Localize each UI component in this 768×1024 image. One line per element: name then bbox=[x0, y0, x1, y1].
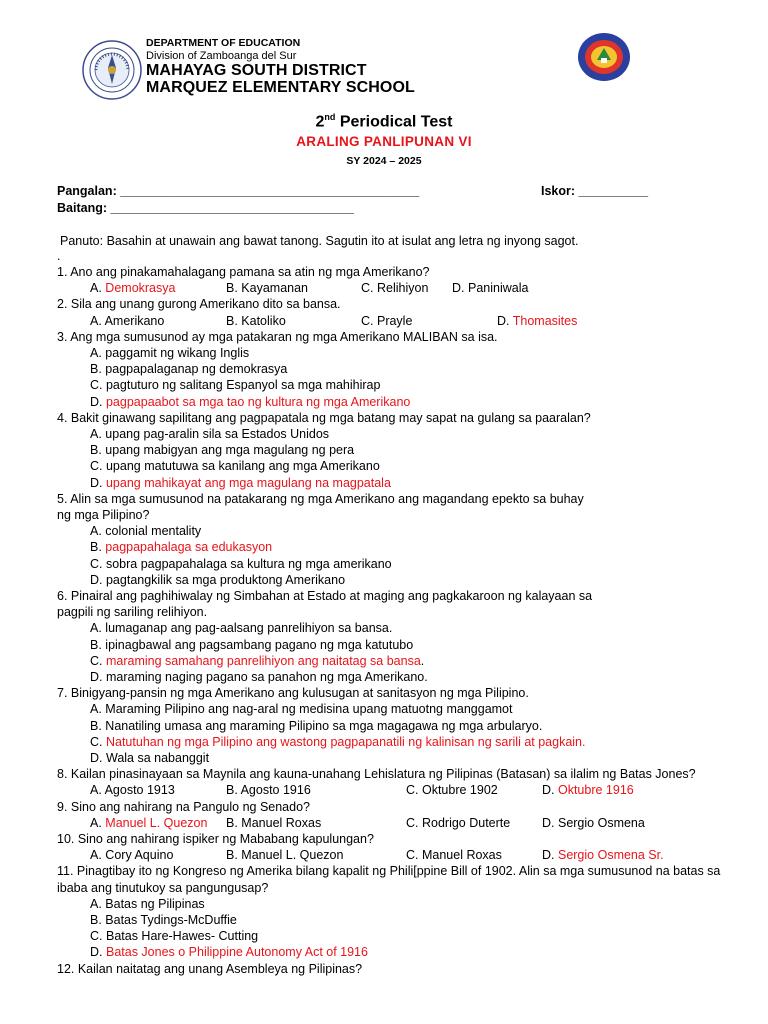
choice-letter: A. bbox=[90, 783, 105, 798]
choice-letter: C. bbox=[406, 815, 422, 830]
choice-text: Cory Aquino bbox=[105, 848, 174, 863]
choice-text: Rodrigo Duterte bbox=[421, 815, 511, 830]
choice-letter: C. bbox=[406, 783, 422, 798]
choice-letter: A. bbox=[90, 313, 105, 328]
choice-letter: B. bbox=[90, 540, 106, 555]
choice-letter: C. bbox=[90, 734, 106, 749]
correct-answer-text: maraming samahang panrelihiyon ang naitatag sa bansa bbox=[105, 653, 421, 668]
choice-text: upang mabigyan ang mga magulang ng pera bbox=[105, 443, 355, 458]
answer-choice bbox=[90, 782, 175, 798]
correct-answer-text: Oktubre 1916 bbox=[557, 783, 634, 798]
choice-letter: B. bbox=[226, 848, 242, 863]
choice-letter: D. bbox=[542, 783, 558, 798]
question-text-continued: ibaba ang tinutukoy sa pangungusap? bbox=[57, 880, 269, 895]
name-field[interactable]: Pangalan: ___________________________________________ bbox=[57, 184, 420, 198]
test-title bbox=[0, 112, 768, 131]
answer-choice bbox=[90, 345, 249, 361]
answer-choice bbox=[406, 815, 510, 831]
test-ordinal-suffix: nd bbox=[324, 112, 336, 122]
choice-text: Oktubre 1902 bbox=[421, 783, 498, 798]
answer-choice bbox=[226, 847, 343, 863]
choice-letter: C. bbox=[90, 378, 106, 393]
choice-letter: D. bbox=[90, 751, 106, 765]
choice-text: Nanatiling umasa ang maraming Pilipino sa mga magagawa ng mga arbularyo. bbox=[105, 718, 543, 733]
question-text-continued: pagpili ng sariling relihiyon. bbox=[57, 605, 208, 620]
answer-choice bbox=[90, 734, 585, 750]
choice-text: pagpapalaganap ng demokrasya bbox=[105, 362, 288, 377]
test-title-text: Periodical Test bbox=[335, 113, 453, 131]
choice-tail: . bbox=[420, 653, 425, 668]
choice-letter: A. bbox=[90, 848, 106, 863]
answer-choice bbox=[361, 313, 412, 329]
question-text: 9. Sino ang nahirang na Pangulo ng Senado? bbox=[57, 799, 310, 814]
question-text: 11. Pinagtibay ito ng Kongreso ng Amerika bilang kapalit ng Phili[ppine Bill of 1902. Alin sa mga sumusunod na batas sa bbox=[57, 864, 721, 879]
choice-text: pagtuturo ng salitang Espanyol sa mga mahihirap bbox=[105, 378, 381, 393]
choice-letter: B. bbox=[226, 313, 242, 328]
choice-letter: A. bbox=[90, 281, 106, 296]
choice-letter: C. bbox=[406, 848, 422, 863]
choice-letter: A. bbox=[90, 524, 106, 539]
answer-choice bbox=[452, 280, 528, 296]
answer-choice bbox=[90, 394, 410, 410]
correct-answer-text: upang mahikayat ang mga magulang na magpatala bbox=[105, 475, 391, 490]
choice-text: Manuel L. Quezon bbox=[241, 848, 344, 863]
choice-letter: A. bbox=[90, 815, 106, 830]
choice-letter: B. bbox=[90, 637, 106, 652]
choice-letter: A. bbox=[90, 896, 106, 911]
choice-letter: D. bbox=[452, 281, 468, 296]
subject-title: ARALING PANLIPUNAN VI bbox=[296, 134, 472, 149]
answer-choice bbox=[226, 280, 308, 296]
correct-answer-text: Natutuhan ng mga Pilipino ang wastong pagpapanatili ng kalinisan ng sarili at pagkain. bbox=[105, 734, 586, 749]
choice-text: colonial mentality bbox=[105, 524, 202, 539]
choice-letter: B. bbox=[90, 718, 106, 733]
school-seal-icon bbox=[577, 32, 631, 82]
answer-choice bbox=[90, 572, 345, 588]
answer-choice bbox=[90, 523, 201, 539]
question-text-continued: ng mga Pilipino? bbox=[57, 508, 150, 522]
question-text: 3. Ang mga sumusunod ay mga patakaran ng mga Amerikano MALIBAN sa isa. bbox=[57, 329, 498, 344]
answer-choice bbox=[90, 928, 258, 944]
choice-text: paggamit ng wikang Inglis bbox=[105, 346, 250, 360]
choice-text: Amerikano bbox=[104, 313, 165, 328]
correct-answer-text: pagpapahalaga sa edukasyon bbox=[105, 540, 273, 555]
choice-letter: D. bbox=[90, 572, 106, 587]
choice-text: Paniniwala bbox=[467, 281, 529, 296]
answer-choice bbox=[497, 313, 577, 329]
choice-text: upang pag-aralin sila sa Estados Unidos bbox=[105, 427, 330, 441]
answer-choice bbox=[90, 637, 413, 653]
choice-text: Katoliko bbox=[241, 313, 286, 328]
choice-letter: B. bbox=[226, 815, 242, 830]
choice-text: Batas ng Pilipinas bbox=[105, 896, 205, 911]
choice-letter: C. bbox=[90, 459, 106, 474]
correct-answer-text: Demokrasya bbox=[105, 281, 176, 296]
answer-choice bbox=[90, 426, 329, 442]
choice-text: pagtangkilik sa mga produktong Amerikano bbox=[105, 572, 346, 587]
stray-dot: . bbox=[57, 249, 61, 263]
choice-letter: B. bbox=[90, 362, 106, 377]
answer-choice bbox=[90, 944, 368, 960]
choice-letter: D. bbox=[542, 815, 558, 830]
answer-choice bbox=[90, 361, 287, 377]
answer-choice bbox=[90, 896, 205, 912]
choice-letter: A. bbox=[90, 346, 106, 360]
choice-letter: C. bbox=[361, 281, 377, 296]
choice-letter: D. bbox=[90, 475, 106, 490]
choice-letter: D. bbox=[497, 313, 513, 328]
answer-choice bbox=[90, 442, 354, 458]
choice-letter: A. bbox=[90, 621, 106, 636]
answer-choice bbox=[406, 782, 498, 798]
answer-choice bbox=[542, 847, 664, 863]
choice-text: sobra pagpapahalaga sa kultura ng mga amerikano bbox=[105, 556, 392, 571]
answer-choice bbox=[90, 815, 207, 831]
answer-choice bbox=[90, 701, 513, 717]
district-name: MAHAYAG SOUTH DISTRICT bbox=[146, 61, 367, 79]
question-text: 10. Sino ang nahirang ispiker ng Mababang kapulungan? bbox=[57, 832, 374, 846]
answer-choice bbox=[90, 718, 542, 734]
answer-choice bbox=[90, 653, 424, 669]
choice-text: lumaganap ang pag-aalsang panrelihiyon sa bansa. bbox=[105, 621, 393, 636]
answer-choice bbox=[90, 280, 175, 296]
answer-choice bbox=[90, 620, 392, 636]
choice-text: Batas Hare-Hawes- Cutting bbox=[105, 929, 259, 944]
answer-choice bbox=[90, 377, 380, 393]
choice-text: Wala sa nabanggit bbox=[105, 751, 210, 765]
deped-seal-icon bbox=[82, 40, 142, 100]
answer-choice bbox=[226, 815, 321, 831]
choice-letter: D. bbox=[90, 670, 106, 684]
choice-letter: B. bbox=[90, 913, 106, 927]
school-name: MARQUEZ ELEMENTARY SCHOOL bbox=[146, 79, 415, 97]
choice-letter: A. bbox=[90, 427, 106, 441]
answer-choice bbox=[406, 847, 502, 863]
instructions: Panuto: Basahin at unawain ang bawat tanong. Sagutin ito at isulat ang letra ng inyong sagot. bbox=[60, 234, 579, 248]
choice-letter: B. bbox=[90, 443, 106, 458]
choice-text: Agosto 1916 bbox=[240, 783, 311, 798]
answer-choice bbox=[542, 815, 645, 831]
choice-letter: C. bbox=[90, 556, 106, 571]
answer-choice bbox=[226, 313, 286, 329]
answer-choice bbox=[90, 556, 392, 572]
question-text: 12. Kailan naitatag ang unang Asembleya ng Pilipinas? bbox=[57, 961, 363, 976]
answer-choice bbox=[90, 313, 164, 329]
question-text: 6. Pinairal ang paghihiwalay ng Simbahan at Estado at maging ang pagkakaroon ng kalayaan sa bbox=[57, 589, 593, 603]
choice-text: Kayamanan bbox=[241, 281, 309, 296]
answer-choice bbox=[90, 669, 428, 685]
question-text: 2. Sila ang unang gurong Amerikano dito sa bansa. bbox=[57, 297, 341, 312]
choice-text: ipinagbawal ang pagsambang pagano ng mga katutubo bbox=[105, 637, 414, 652]
school-header bbox=[146, 38, 415, 97]
choice-letter: C. bbox=[90, 653, 106, 668]
answer-choice bbox=[90, 458, 380, 474]
correct-answer-text: Sergio Osmena Sr. bbox=[557, 848, 664, 863]
school-year: SY 2024 – 2025 bbox=[346, 155, 422, 167]
answer-choice bbox=[226, 782, 311, 798]
choice-text: Prayle bbox=[376, 313, 413, 328]
choice-text: upang matutuwa sa kanilang ang mga Amerikano bbox=[105, 459, 380, 474]
choice-text: Manuel Roxas bbox=[421, 848, 502, 863]
correct-answer-text: Batas Jones o Philippine Autonomy Act of 1916 bbox=[105, 945, 368, 960]
correct-answer-text: Thomasites bbox=[512, 313, 578, 328]
test-ordinal: 2 bbox=[315, 113, 325, 131]
department-name: DEPARTMENT OF EDUCATION bbox=[146, 37, 301, 49]
question-text: 7. Binigyang-pansin ng mga Amerikano ang kulusugan at sanitasyon ng mga Pilipino. bbox=[57, 686, 529, 701]
choice-letter: A. bbox=[90, 702, 106, 717]
question-text: 8. Kailan pinasinayaan sa Maynila ang kauna-unahang Lehislatura ng Pilipinas (Batasan) sa ilalim ng Batas Jones? bbox=[57, 767, 696, 782]
question-text: 1. Ano ang pinakamahalagang pamana sa atin ng mga Amerikano? bbox=[57, 265, 430, 279]
correct-answer-text: Manuel L. Quezon bbox=[105, 815, 208, 830]
question-text: 4. Bakit ginawang sapilitang ang pagpapatala ng mga batang may sapat na gulang sa paaralan? bbox=[57, 410, 591, 425]
choice-text: Maraming Pilipino ang nag-aral ng medisina upang matuotng manggamot bbox=[105, 702, 513, 717]
choice-letter: C. bbox=[90, 929, 106, 944]
answer-choice bbox=[90, 475, 391, 491]
answer-choice bbox=[90, 750, 209, 766]
answer-choice bbox=[90, 539, 272, 555]
choice-text: maraming naging pagano sa panahon ng mga Amerikano. bbox=[105, 670, 428, 684]
choice-letter: D. bbox=[542, 848, 558, 863]
choice-text: Agosto 1913 bbox=[104, 783, 175, 798]
division-name: Division of Zamboanga del Sur bbox=[146, 49, 297, 62]
question-text: 5. Alin sa mga sumusunod na patakarang ng mga Amerikano ang magandang epekto sa buhay bbox=[57, 491, 584, 506]
choice-letter: D. bbox=[90, 394, 106, 409]
choice-letter: B. bbox=[226, 281, 242, 296]
answer-choice bbox=[542, 782, 634, 798]
choice-letter: D. bbox=[90, 945, 106, 960]
answer-choice bbox=[90, 912, 237, 928]
answer-choice bbox=[361, 280, 428, 296]
choice-text: Manuel Roxas bbox=[241, 815, 322, 830]
score-field[interactable]: Iskor: __________ bbox=[541, 184, 649, 198]
choice-text: Sergio Osmena bbox=[557, 815, 645, 830]
choice-letter: B. bbox=[226, 783, 241, 798]
choice-text: Relihiyon bbox=[376, 281, 429, 296]
choice-letter: C. bbox=[361, 313, 377, 328]
answer-choice bbox=[90, 847, 173, 863]
grade-field[interactable]: Baitang: ___________________________________ bbox=[57, 201, 354, 215]
choice-text: Batas Tydings-McDuffie bbox=[105, 913, 237, 927]
correct-answer-text: pagpapaabot sa mga tao ng kultura ng mga Amerikano bbox=[105, 394, 411, 409]
